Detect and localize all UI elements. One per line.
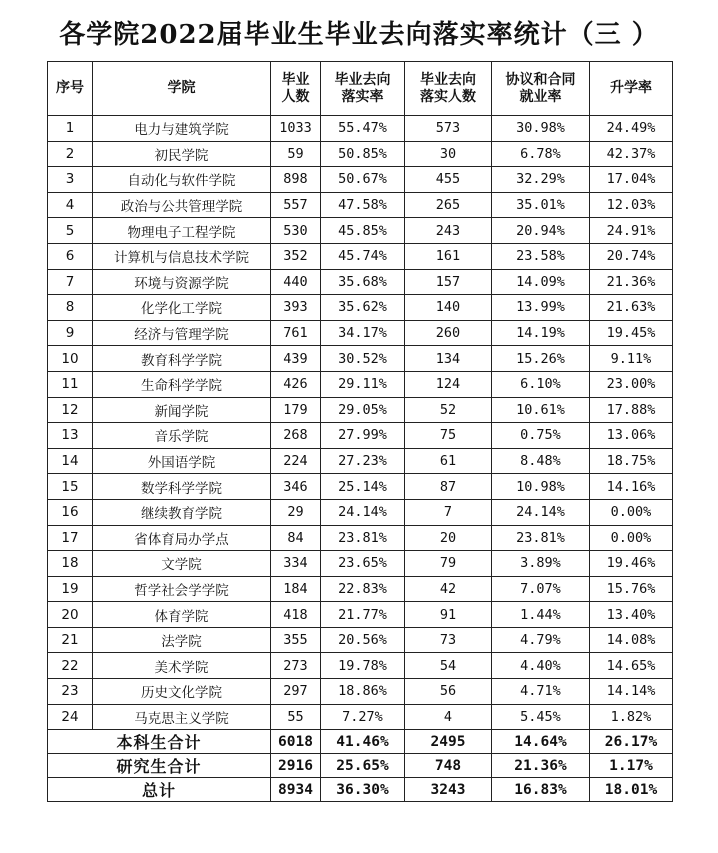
- cell-placement-rate: 25.14%: [321, 474, 405, 500]
- cell-contract-rate: 13.99%: [492, 295, 590, 321]
- cell-grads: 439: [271, 346, 321, 372]
- cell-contract-rate: 14.19%: [492, 320, 590, 346]
- total-placement-rate: 36.30%: [321, 778, 405, 802]
- cell-placement-count: 7: [405, 499, 492, 525]
- cell-grads: 334: [271, 551, 321, 577]
- cell-further-study-rate: 23.00%: [590, 371, 673, 397]
- header-count-line2: 落实人数: [420, 88, 476, 105]
- cell-placement-count: 75: [405, 423, 492, 449]
- cell-college: 化学化工学院: [93, 295, 271, 321]
- header-further-study-rate: 升学率: [590, 62, 673, 116]
- cell-college: 计算机与信息技术学院: [93, 243, 271, 269]
- cell-grads: 179: [271, 397, 321, 423]
- cell-college: 数学科学学院: [93, 474, 271, 500]
- header-rate-line1: 毕业去向: [334, 71, 391, 88]
- table-row: [48, 525, 673, 551]
- cell-college: 教育科学学院: [93, 346, 271, 372]
- cell-contract-rate: 23.81%: [492, 525, 590, 551]
- cell-placement-rate: 45.74%: [321, 243, 405, 269]
- header-rate-line2: 落实率: [341, 88, 384, 105]
- table-row: [48, 192, 673, 218]
- cell-contract-rate: 10.98%: [492, 474, 590, 500]
- table-row: [48, 423, 673, 449]
- header-grads: [271, 62, 321, 116]
- total-placement-rate: 25.65%: [321, 754, 405, 778]
- cell-contract-rate: 15.26%: [492, 346, 590, 372]
- cell-grads: 426: [271, 371, 321, 397]
- header-grads-line2: 人数: [281, 88, 310, 105]
- cell-placement-rate: 27.23%: [321, 448, 405, 474]
- cell-seq: 17: [48, 525, 93, 551]
- cell-grads: 418: [271, 602, 321, 628]
- table-row: [48, 295, 673, 321]
- total-placement-count: 3243: [405, 778, 492, 802]
- cell-placement-count: 265: [405, 192, 492, 218]
- cell-grads: 268: [271, 423, 321, 449]
- cell-placement-rate: 27.99%: [321, 423, 405, 449]
- cell-further-study-rate: 14.65%: [590, 653, 673, 679]
- cell-grads: 346: [271, 474, 321, 500]
- cell-further-study-rate: 1.82%: [590, 704, 673, 730]
- table-row: [48, 448, 673, 474]
- cell-further-study-rate: 42.37%: [590, 141, 673, 167]
- cell-further-study-rate: 24.49%: [590, 116, 673, 142]
- cell-contract-rate: 14.09%: [492, 269, 590, 295]
- table-row: [48, 602, 673, 628]
- header-college: 学院: [93, 62, 271, 116]
- cell-further-study-rate: 17.88%: [590, 397, 673, 423]
- cell-placement-count: 42: [405, 576, 492, 602]
- cell-seq: 1: [48, 116, 93, 142]
- cell-further-study-rate: 9.11%: [590, 346, 673, 372]
- cell-placement-count: 161: [405, 243, 492, 269]
- cell-further-study-rate: 21.36%: [590, 269, 673, 295]
- cell-grads: 55: [271, 704, 321, 730]
- cell-contract-rate: 3.89%: [492, 551, 590, 577]
- table-row: [48, 167, 673, 193]
- cell-college: 外国语学院: [93, 448, 271, 474]
- cell-placement-count: 573: [405, 116, 492, 142]
- table-row: [48, 243, 673, 269]
- cell-seq: 19: [48, 576, 93, 602]
- cell-placement-count: 61: [405, 448, 492, 474]
- cell-seq: 9: [48, 320, 93, 346]
- cell-seq: 10: [48, 346, 93, 372]
- cell-contract-rate: 1.44%: [492, 602, 590, 628]
- cell-placement-rate: 47.58%: [321, 192, 405, 218]
- cell-placement-rate: 45.85%: [321, 218, 405, 244]
- cell-grads: 297: [271, 679, 321, 705]
- cell-placement-rate: 55.47%: [321, 116, 405, 142]
- cell-contract-rate: 4.40%: [492, 653, 590, 679]
- cell-placement-rate: 21.77%: [321, 602, 405, 628]
- cell-contract-rate: 23.58%: [492, 243, 590, 269]
- cell-college: 电力与建筑学院: [93, 116, 271, 142]
- total-contract-rate: 16.83%: [492, 778, 590, 802]
- cell-college: 经济与管理学院: [93, 320, 271, 346]
- cell-grads: 1033: [271, 116, 321, 142]
- total-placement-count: 2495: [405, 730, 492, 754]
- header-contract-line1: 协议和合同: [505, 71, 576, 88]
- table-row: [48, 576, 673, 602]
- cell-placement-count: 52: [405, 397, 492, 423]
- cell-placement-rate: 29.05%: [321, 397, 405, 423]
- cell-further-study-rate: 24.91%: [590, 218, 673, 244]
- table-row: [48, 320, 673, 346]
- cell-contract-rate: 8.48%: [492, 448, 590, 474]
- cell-placement-count: 124: [405, 371, 492, 397]
- cell-contract-rate: 5.45%: [492, 704, 590, 730]
- cell-seq: 7: [48, 269, 93, 295]
- cell-further-study-rate: 14.16%: [590, 474, 673, 500]
- cell-contract-rate: 6.78%: [492, 141, 590, 167]
- cell-further-study-rate: 19.45%: [590, 320, 673, 346]
- header-row: [48, 62, 673, 116]
- cell-placement-count: 30: [405, 141, 492, 167]
- cell-grads: 761: [271, 320, 321, 346]
- cell-college: 音乐学院: [93, 423, 271, 449]
- table-row: [48, 499, 673, 525]
- cell-further-study-rate: 21.63%: [590, 295, 673, 321]
- cell-contract-rate: 4.71%: [492, 679, 590, 705]
- cell-grads: 440: [271, 269, 321, 295]
- cell-seq: 20: [48, 602, 93, 628]
- cell-placement-rate: 24.14%: [321, 499, 405, 525]
- cell-placement-count: 243: [405, 218, 492, 244]
- cell-placement-count: 140: [405, 295, 492, 321]
- table-row: [48, 346, 673, 372]
- cell-contract-rate: 32.29%: [492, 167, 590, 193]
- cell-contract-rate: 20.94%: [492, 218, 590, 244]
- cell-seq: 21: [48, 627, 93, 653]
- table-row: [48, 141, 673, 167]
- cell-further-study-rate: 0.00%: [590, 499, 673, 525]
- cell-placement-rate: 35.68%: [321, 269, 405, 295]
- total-grads: 8934: [271, 778, 321, 802]
- cell-placement-rate: 23.81%: [321, 525, 405, 551]
- cell-placement-rate: 30.52%: [321, 346, 405, 372]
- cell-placement-count: 134: [405, 346, 492, 372]
- total-row: [48, 754, 673, 778]
- cell-college: 新闻学院: [93, 397, 271, 423]
- cell-contract-rate: 10.61%: [492, 397, 590, 423]
- cell-college: 历史文化学院: [93, 679, 271, 705]
- cell-college: 继续教育学院: [93, 499, 271, 525]
- cell-contract-rate: 6.10%: [492, 371, 590, 397]
- header-contract-line2: 就业率: [519, 88, 562, 105]
- cell-placement-rate: 19.78%: [321, 653, 405, 679]
- cell-placement-rate: 35.62%: [321, 295, 405, 321]
- cell-seq: 16: [48, 499, 93, 525]
- cell-further-study-rate: 0.00%: [590, 525, 673, 551]
- cell-further-study-rate: 13.40%: [590, 602, 673, 628]
- total-row: [48, 730, 673, 754]
- cell-college: 省体育局办学点: [93, 525, 271, 551]
- cell-further-study-rate: 18.75%: [590, 448, 673, 474]
- cell-college: 政治与公共管理学院: [93, 192, 271, 218]
- cell-further-study-rate: 13.06%: [590, 423, 673, 449]
- cell-grads: 393: [271, 295, 321, 321]
- table-row: [48, 627, 673, 653]
- cell-seq: 3: [48, 167, 93, 193]
- cell-further-study-rate: 14.08%: [590, 627, 673, 653]
- cell-placement-count: 91: [405, 602, 492, 628]
- cell-seq: 12: [48, 397, 93, 423]
- table-row: [48, 551, 673, 577]
- cell-college: 物理电子工程学院: [93, 218, 271, 244]
- cell-seq: 15: [48, 474, 93, 500]
- table-row: [48, 218, 673, 244]
- cell-further-study-rate: 14.14%: [590, 679, 673, 705]
- cell-seq: 8: [48, 295, 93, 321]
- cell-placement-count: 73: [405, 627, 492, 653]
- cell-college: 法学院: [93, 627, 271, 653]
- total-further-study-rate: 26.17%: [590, 730, 673, 754]
- cell-contract-rate: 30.98%: [492, 116, 590, 142]
- cell-placement-count: 87: [405, 474, 492, 500]
- cell-placement-rate: 50.85%: [321, 141, 405, 167]
- table-row: [48, 679, 673, 705]
- table-row: [48, 371, 673, 397]
- table-row: [48, 269, 673, 295]
- header-placement-count: [405, 62, 492, 116]
- total-grads: 2916: [271, 754, 321, 778]
- cell-seq: 18: [48, 551, 93, 577]
- cell-placement-count: 79: [405, 551, 492, 577]
- cell-college: 初民学院: [93, 141, 271, 167]
- cell-college: 美术学院: [93, 653, 271, 679]
- header-contract-rate: [492, 62, 590, 116]
- cell-college: 文学院: [93, 551, 271, 577]
- total-further-study-rate: 1.17%: [590, 754, 673, 778]
- cell-grads: 224: [271, 448, 321, 474]
- total-placement-count: 748: [405, 754, 492, 778]
- total-placement-rate: 41.46%: [321, 730, 405, 754]
- cell-grads: 59: [271, 141, 321, 167]
- total-row: [48, 778, 673, 802]
- cell-college: 马克思主义学院: [93, 704, 271, 730]
- cell-further-study-rate: 20.74%: [590, 243, 673, 269]
- cell-college: 环境与资源学院: [93, 269, 271, 295]
- cell-seq: 2: [48, 141, 93, 167]
- cell-grads: 557: [271, 192, 321, 218]
- total-further-study-rate: 18.01%: [590, 778, 673, 802]
- cell-further-study-rate: 19.46%: [590, 551, 673, 577]
- table-row: [48, 474, 673, 500]
- header-seq: 序号: [48, 62, 93, 116]
- cell-seq: 13: [48, 423, 93, 449]
- cell-seq: 4: [48, 192, 93, 218]
- cell-contract-rate: 4.79%: [492, 627, 590, 653]
- table-row: [48, 116, 673, 142]
- cell-contract-rate: 7.07%: [492, 576, 590, 602]
- cell-seq: 6: [48, 243, 93, 269]
- cell-grads: 184: [271, 576, 321, 602]
- cell-grads: 352: [271, 243, 321, 269]
- cell-placement-count: 56: [405, 679, 492, 705]
- cell-placement-rate: 29.11%: [321, 371, 405, 397]
- cell-placement-count: 260: [405, 320, 492, 346]
- cell-college: 生命科学学院: [93, 371, 271, 397]
- total-label: 研究生合计: [48, 754, 271, 778]
- cell-placement-count: 20: [405, 525, 492, 551]
- cell-placement-count: 157: [405, 269, 492, 295]
- cell-grads: 898: [271, 167, 321, 193]
- employment-rate-table: [47, 61, 673, 802]
- total-contract-rate: 21.36%: [492, 754, 590, 778]
- table-row: [48, 704, 673, 730]
- cell-placement-count: 4: [405, 704, 492, 730]
- total-label: 总计: [48, 778, 271, 802]
- header-placement-rate: [321, 62, 405, 116]
- table-row: [48, 653, 673, 679]
- cell-seq: 14: [48, 448, 93, 474]
- header-grads-line1: 毕业: [281, 71, 310, 88]
- cell-grads: 84: [271, 525, 321, 551]
- cell-seq: 5: [48, 218, 93, 244]
- total-grads: 6018: [271, 730, 321, 754]
- cell-further-study-rate: 12.03%: [590, 192, 673, 218]
- cell-college: 哲学社会学学院: [93, 576, 271, 602]
- cell-placement-rate: 22.83%: [321, 576, 405, 602]
- cell-grads: 530: [271, 218, 321, 244]
- cell-seq: 11: [48, 371, 93, 397]
- cell-seq: 24: [48, 704, 93, 730]
- cell-placement-count: 455: [405, 167, 492, 193]
- cell-placement-count: 54: [405, 653, 492, 679]
- cell-placement-rate: 23.65%: [321, 551, 405, 577]
- cell-placement-rate: 20.56%: [321, 627, 405, 653]
- header-count-line1: 毕业去向: [420, 71, 476, 88]
- cell-placement-rate: 50.67%: [321, 167, 405, 193]
- cell-college: 体育学院: [93, 602, 271, 628]
- cell-grads: 273: [271, 653, 321, 679]
- cell-contract-rate: 24.14%: [492, 499, 590, 525]
- total-contract-rate: 14.64%: [492, 730, 590, 754]
- cell-seq: 23: [48, 679, 93, 705]
- cell-placement-rate: 34.17%: [321, 320, 405, 346]
- cell-placement-rate: 18.86%: [321, 679, 405, 705]
- cell-placement-rate: 7.27%: [321, 704, 405, 730]
- cell-contract-rate: 0.75%: [492, 423, 590, 449]
- cell-further-study-rate: 15.76%: [590, 576, 673, 602]
- cell-seq: 22: [48, 653, 93, 679]
- cell-contract-rate: 35.01%: [492, 192, 590, 218]
- cell-grads: 355: [271, 627, 321, 653]
- table-row: [48, 397, 673, 423]
- page-title: 各学院2022届毕业生毕业去向落实率统计（三 ）: [59, 20, 659, 50]
- cell-college: 自动化与软件学院: [93, 167, 271, 193]
- total-label: 本科生合计: [48, 730, 271, 754]
- cell-grads: 29: [271, 499, 321, 525]
- cell-further-study-rate: 17.04%: [590, 167, 673, 193]
